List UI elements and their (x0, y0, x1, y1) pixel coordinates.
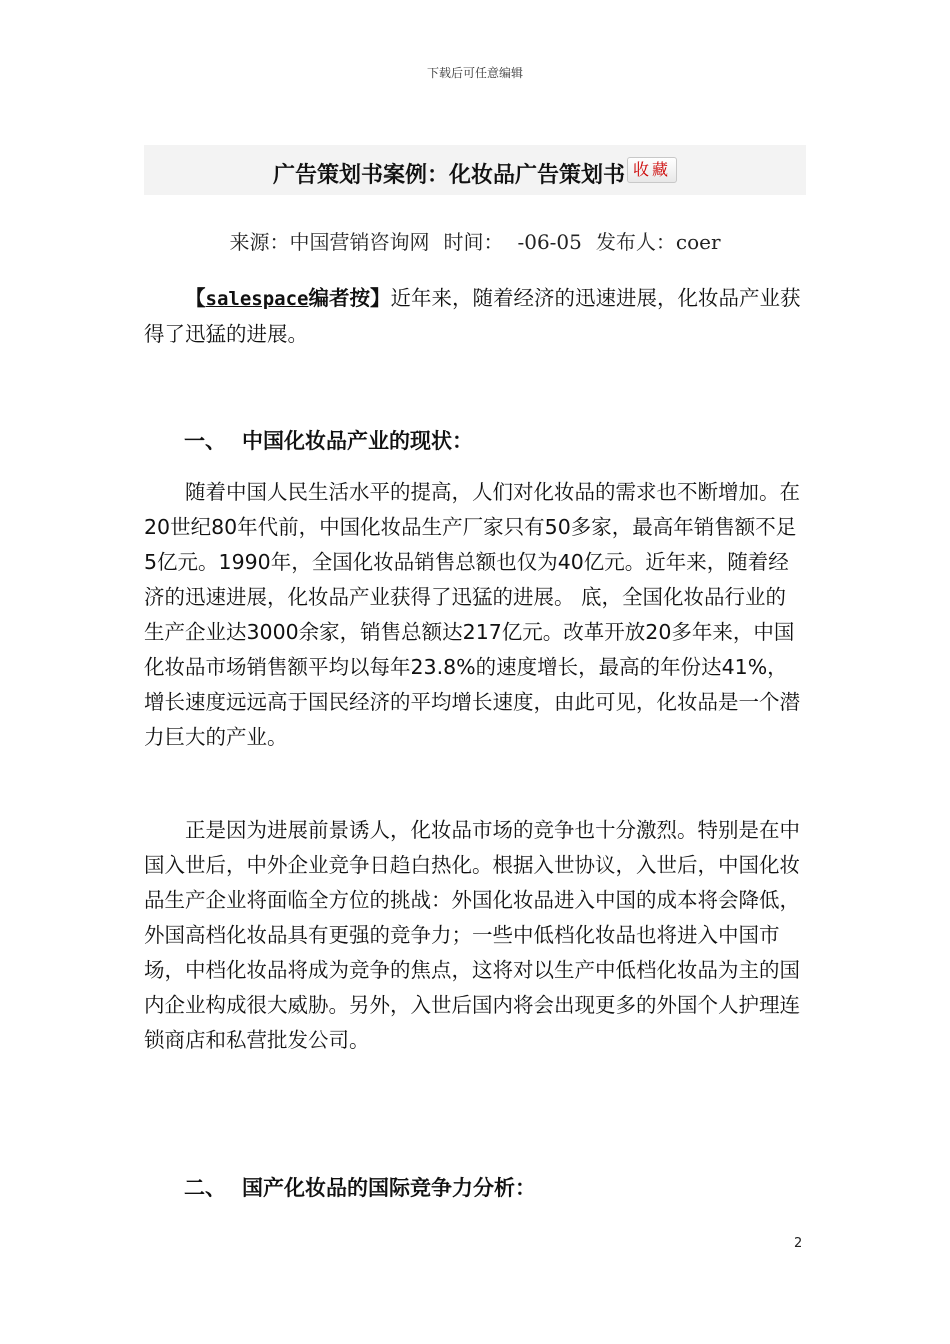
section-title-1: 中国化妆品产业的现状： (242, 429, 473, 453)
source-label: 来源： (229, 230, 290, 254)
article-title-bar (144, 145, 806, 195)
section-heading-2 (184, 1172, 536, 1202)
source-value: 中国营销咨询网 (289, 230, 430, 254)
editor-note-label: 编者按】 (308, 286, 391, 310)
section-title-2: 国产化妆品的国际竞争力分析： (242, 1176, 536, 1200)
bookmark-button[interactable]: 收藏 (627, 157, 677, 183)
publisher-label: 发布人： (595, 230, 676, 254)
section-1-paragraph-1: 随着中国人民生活水平的提高，人们对化妆品的需求也不断增加。在20世纪80年代前，中国化妆品生产厂家只有50多家，最高年销售额不足5亿元。1990年，全国化妆品销售总额也仅为40亿元。近年来，随着经济的迅速进展，化妆品产业获得了迅猛的进展。 底，全国化妆品行业的生产企业达3000余家，销售总额达217亿元。改革开放20多年来，中国化妆品市场销售额平均以每年23.8%的速度增长，最高的年份达41%，增长速度远远高于国民经济的平均增长速度，由此可见，化妆品是一个潜力巨大的产业。 (144, 480, 800, 749)
time-label: 时间： (443, 230, 504, 254)
editor-note-bracket: 【 (185, 286, 206, 310)
page-number: 2 (794, 1236, 803, 1251)
publisher-value: coer (675, 230, 721, 254)
article-meta (0, 226, 950, 255)
time-value: -06-05 (517, 230, 582, 254)
page-header-note: 下载后可任意编辑 (426, 66, 523, 80)
section-heading-1 (184, 425, 473, 455)
editor-note (144, 281, 806, 352)
salespace-link[interactable]: salespace (205, 288, 309, 310)
section-number-2: 二、 (184, 1176, 226, 1200)
section-1-paragraph-2: 正是因为进展前景诱人，化妆品市场的竞争也十分激烈。特别是在中国入世后，中外企业竞争日趋白热化。根据入世协议，入世后，中国化妆品生产企业将面临全方位的挑战：外国化妆品进入中国的成本将会降低，外国高档化妆品具有更强的竞争力；一些中低档化妆品也将进入中国市场，中档化妆品将成为竞争的焦点，这将对以生产中低档化妆品为主的国内企业构成很大威胁。另外，入世后国内将会出现更多的外国个人护理连锁商店和私营批发公司。 (144, 818, 800, 1052)
section-number-1: 一、 (184, 429, 226, 453)
article-title: 广告策划书案例：化妆品广告策划书 (272, 163, 625, 188)
editor-note-text: 近年来，随着经济的迅速进展，化妆品产业获得了迅猛的进展。 (144, 286, 801, 346)
